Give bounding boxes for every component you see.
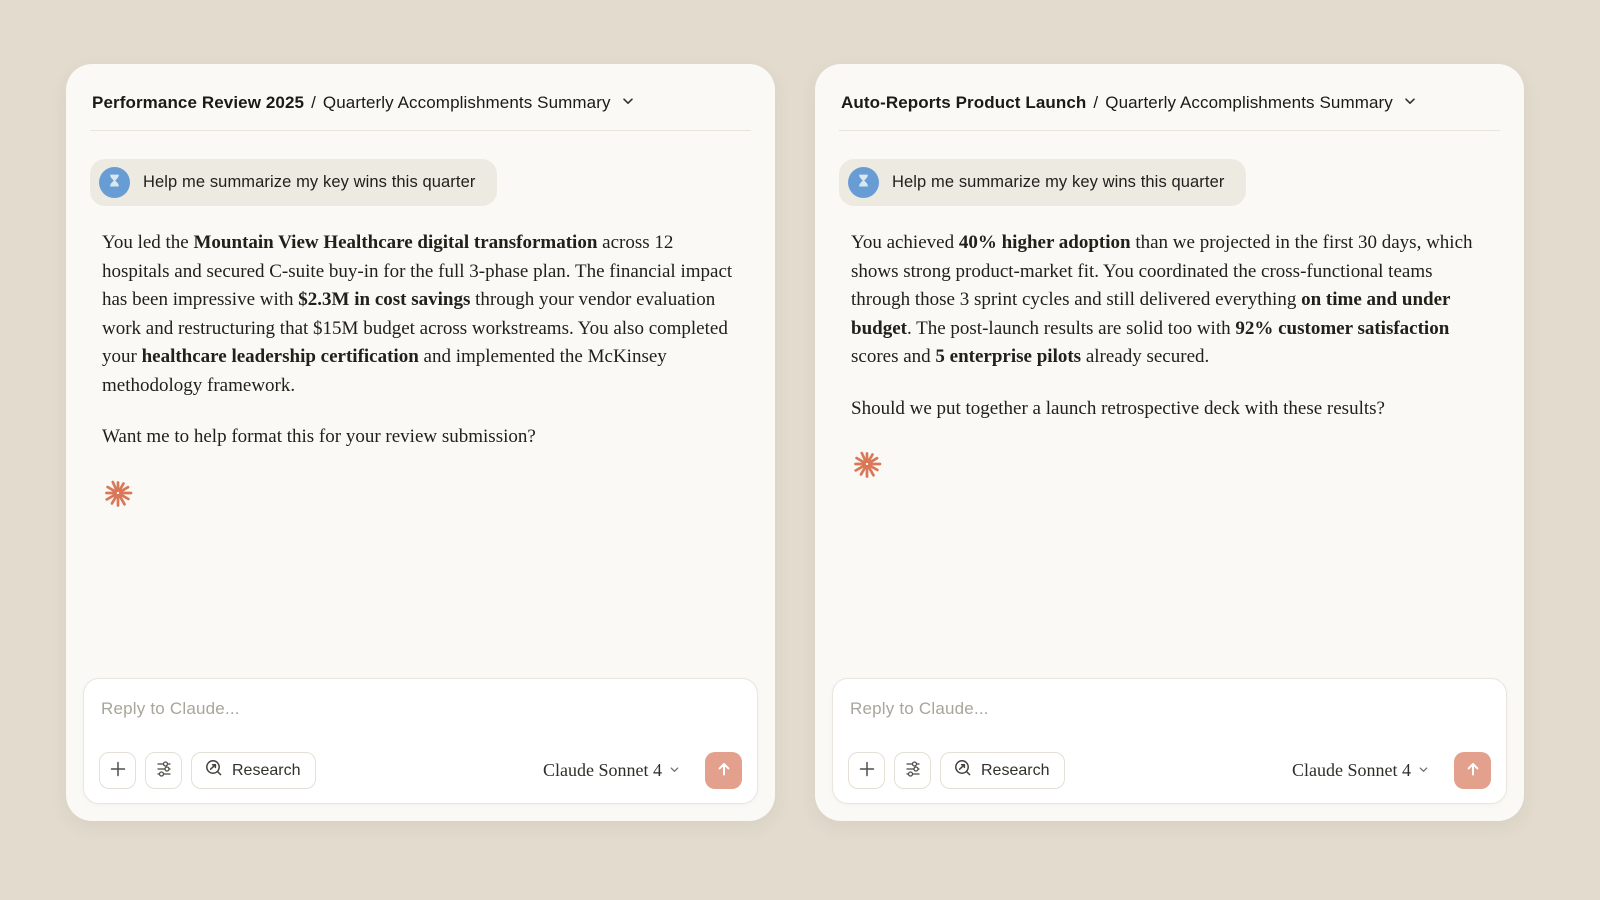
chat-panel-product-launch	[815, 64, 1524, 821]
chevron-down-icon[interactable]	[1400, 91, 1418, 114]
tools-button[interactable]	[894, 752, 931, 789]
model-selector[interactable]	[543, 760, 681, 781]
assistant-paragraph: You achieved 40% higher adoption than we projected in the first 30 days, which shows strong product-market fit. You coordinated the cross-functional teams through those 3 sprint cycles and still delivered everything on time and under budget. The post-launch results are solid too with 92% customer satisfaction scores and 5 enterprise pilots already secured.	[851, 232, 1473, 367]
send-button[interactable]	[705, 752, 742, 789]
hourglass-icon	[105, 171, 124, 195]
project-title: Auto-Reports Product Launch	[841, 92, 1087, 112]
chevron-down-icon[interactable]	[618, 91, 636, 114]
assistant-message	[839, 229, 1500, 423]
assistant-paragraph: Should we put together a launch retrospective deck with these results?	[851, 397, 1385, 419]
composer-toolbar	[99, 752, 742, 789]
chat-panel-performance-review	[66, 64, 775, 821]
send-button[interactable]	[1454, 752, 1491, 789]
attach-button[interactable]	[99, 752, 136, 789]
research-label: Research	[981, 761, 1050, 779]
plus-icon	[108, 759, 128, 782]
breadcrumb[interactable]	[841, 91, 1498, 114]
research-icon	[204, 758, 224, 783]
sliders-icon	[903, 759, 923, 782]
user-message-text: Help me summarize my key wins this quarter	[143, 173, 476, 191]
arrow-up-icon	[1463, 759, 1483, 782]
assistant-message	[90, 229, 751, 452]
user-message-bubble	[839, 159, 1246, 206]
breadcrumb[interactable]	[92, 91, 749, 114]
tools-button[interactable]	[145, 752, 182, 789]
research-button[interactable]	[191, 752, 316, 789]
research-icon	[953, 758, 973, 783]
panel-header	[66, 64, 775, 114]
model-name: Claude Sonnet 4	[1292, 760, 1411, 780]
user-message-text: Help me summarize my key wins this quarter	[892, 173, 1225, 191]
sliders-icon	[154, 759, 174, 782]
breadcrumb-separator: /	[311, 92, 316, 112]
chevron-down-icon	[668, 760, 681, 781]
message-list	[815, 131, 1524, 678]
attach-button[interactable]	[848, 752, 885, 789]
model-name: Claude Sonnet 4	[543, 760, 662, 780]
research-label: Research	[232, 761, 301, 779]
assistant-paragraph: Want me to help format this for your review submission?	[102, 426, 536, 447]
model-selector[interactable]	[1292, 760, 1430, 781]
composer-toolbar	[848, 752, 1491, 789]
conversation-title: Quarterly Accomplishments Summary	[1105, 92, 1393, 112]
user-message-bubble	[90, 159, 497, 206]
project-title: Performance Review 2025	[92, 92, 305, 112]
reply-composer	[832, 678, 1507, 804]
assistant-paragraph: You led the Mountain View Healthcare digital transformation across 12 hospitals and secured C-suite buy-in for the full 3-phase plan. The financial impact has been impressive with $2.3M in cost savings through your vendor evaluation work and restructuring that $15M budget across workstreams. You also completed your healthcare leadership certification and implemented the McKinsey methodology framework.	[102, 232, 733, 396]
message-list	[66, 131, 775, 678]
claude-logo-icon	[102, 477, 134, 509]
chevron-down-icon	[1417, 760, 1430, 781]
panel-header	[815, 64, 1524, 114]
plus-icon	[857, 759, 877, 782]
user-avatar	[99, 167, 130, 198]
reply-input[interactable]	[848, 693, 1491, 725]
reply-input[interactable]	[99, 693, 742, 725]
hourglass-icon	[854, 171, 873, 195]
reply-composer	[83, 678, 758, 804]
research-button[interactable]	[940, 752, 1065, 789]
claude-logo-icon	[851, 448, 883, 480]
breadcrumb-separator: /	[1093, 92, 1099, 112]
arrow-up-icon	[714, 759, 734, 782]
conversation-title: Quarterly Accomplishments Summary	[322, 92, 611, 112]
user-avatar	[848, 167, 879, 198]
